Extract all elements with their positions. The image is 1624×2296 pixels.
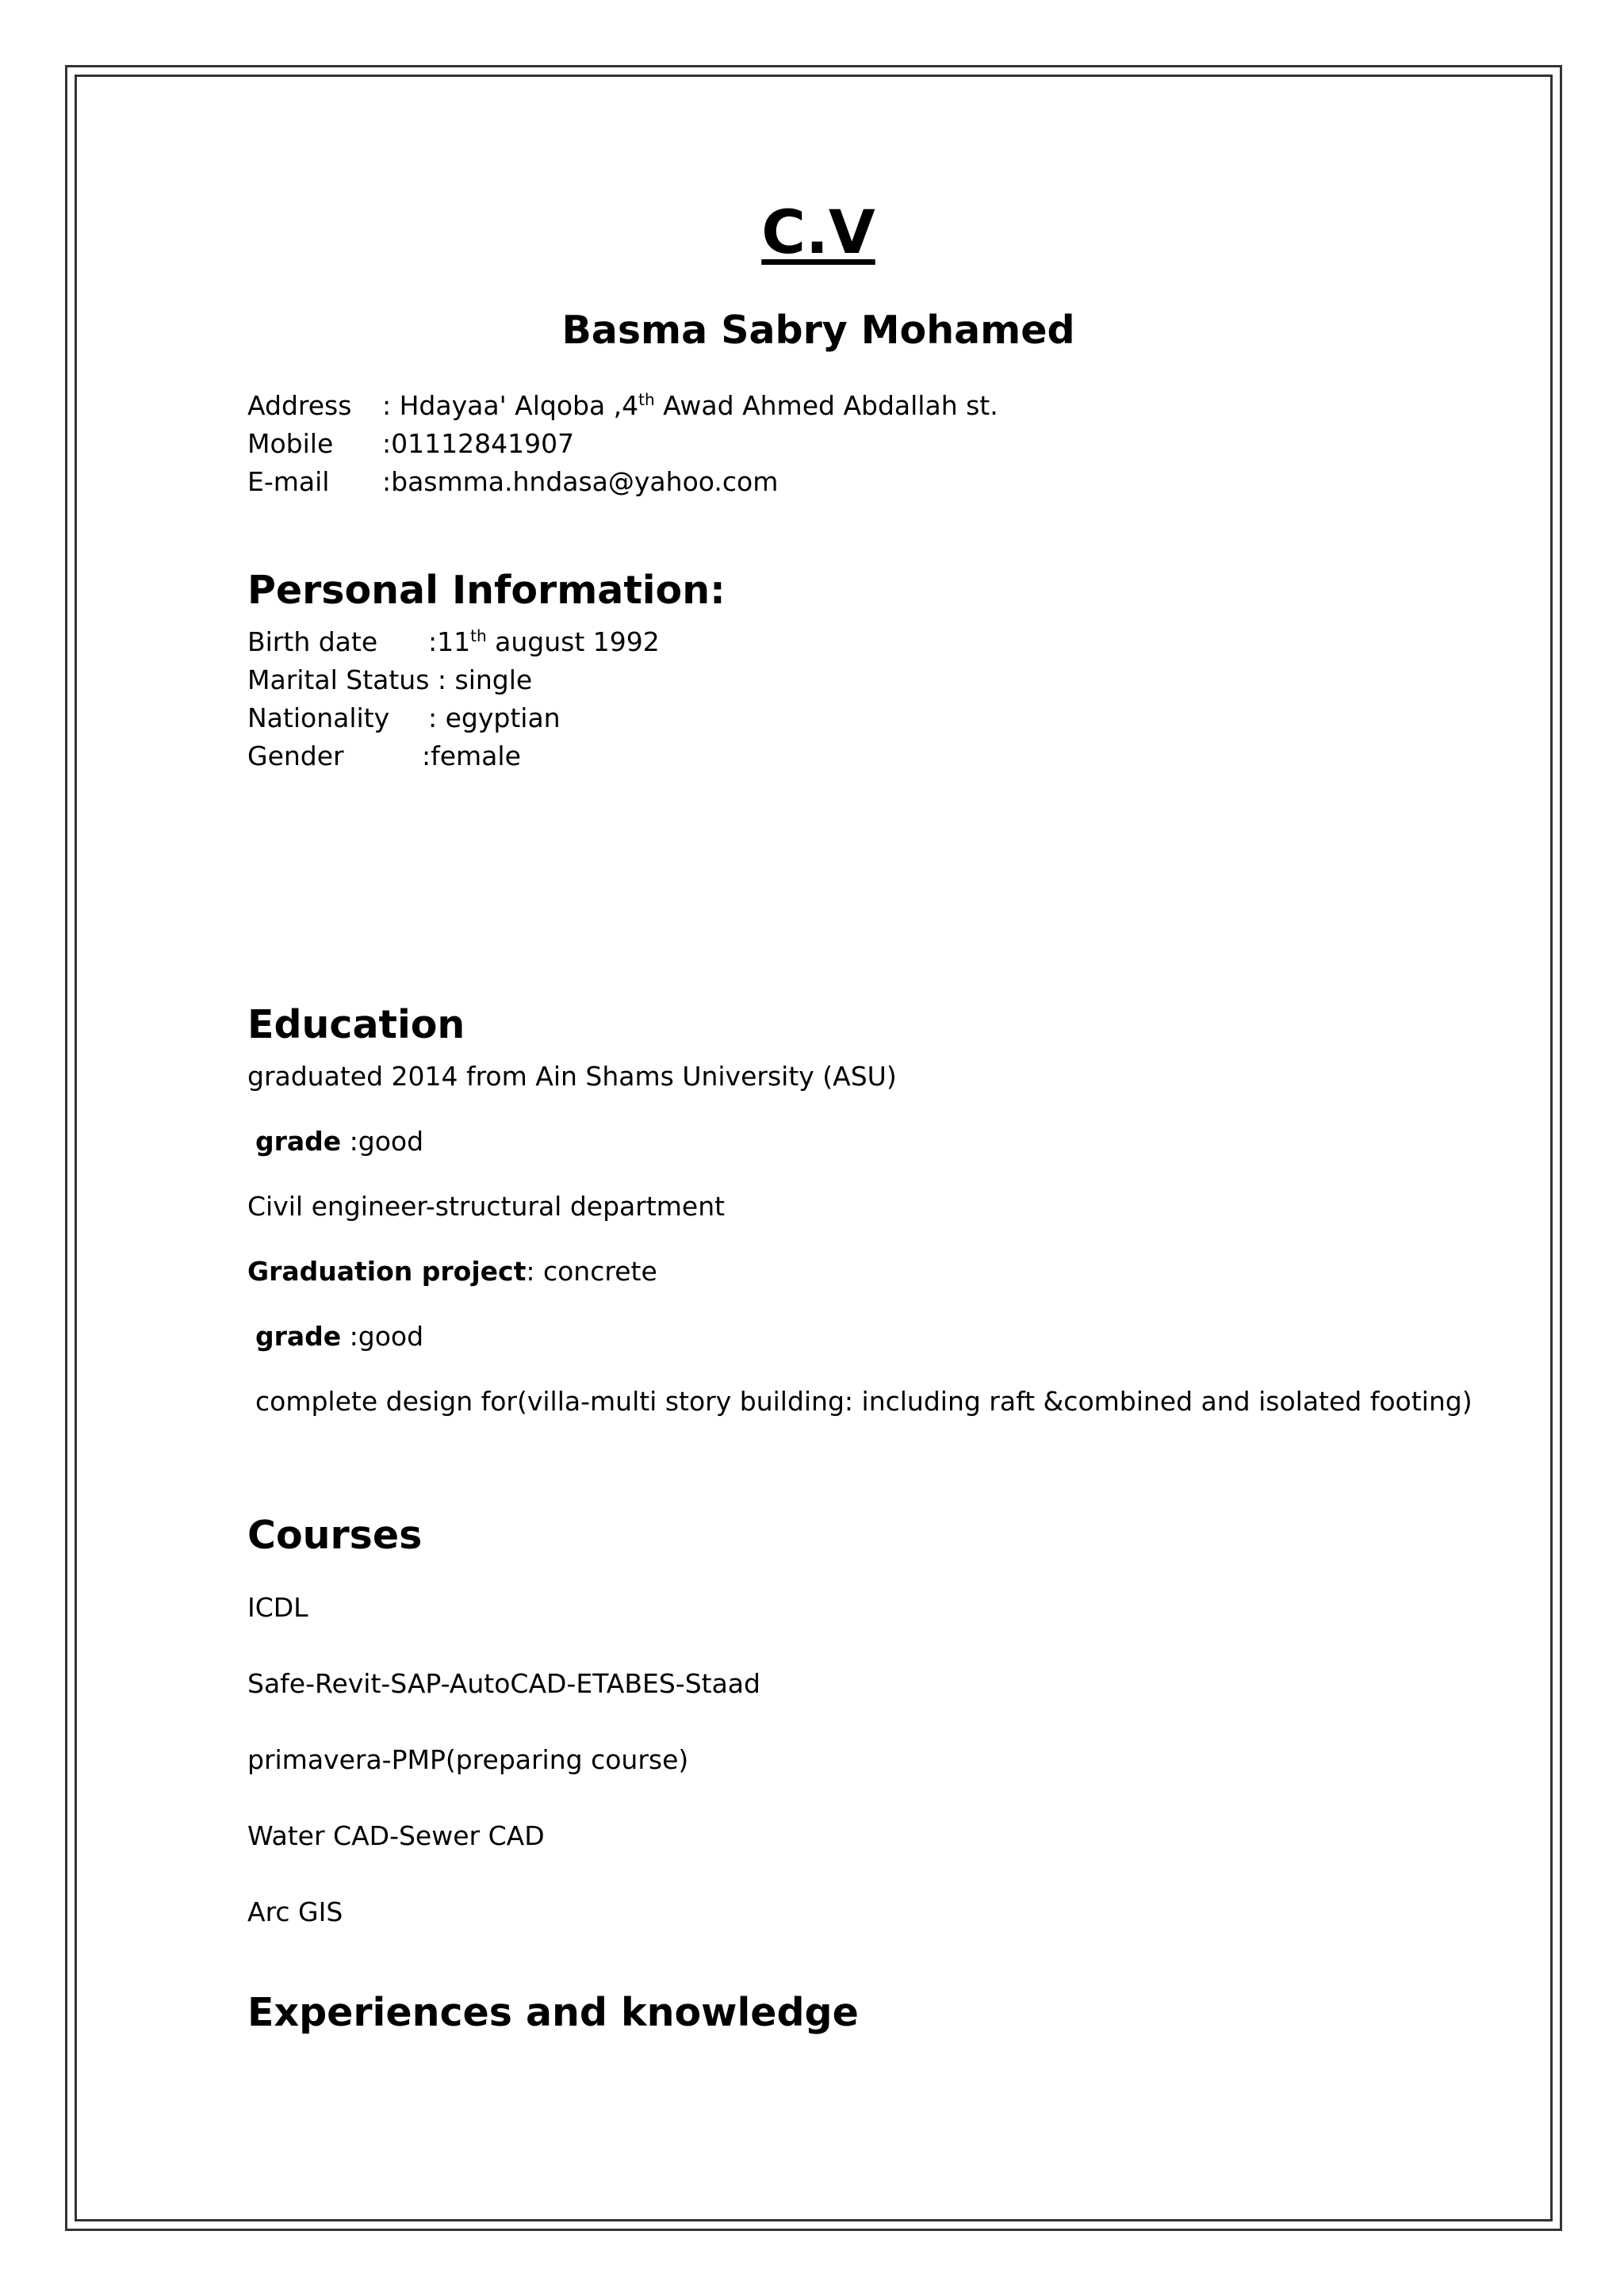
- birth-date-value: :11th august 1992: [428, 626, 660, 657]
- address-label: Address: [247, 390, 352, 421]
- mobile-value: :01112841907: [382, 428, 575, 459]
- education-graduated: graduated 2014 from Ain Shams University (ASU): [247, 1061, 897, 1092]
- gender-value: :female: [422, 740, 521, 771]
- course-item: Safe-Revit-SAP-AutoCAD-ETABES-Staad: [247, 1668, 760, 1699]
- nationality-row: [247, 699, 660, 737]
- birth-date-row: [247, 623, 660, 661]
- address-row: [247, 387, 998, 425]
- document-title: C.V: [761, 197, 875, 267]
- address-value: : Hdayaa' Alqoba ,4th Awad Ahmed Abdallah st.: [382, 390, 998, 421]
- personal-info-block: [247, 623, 660, 775]
- gender-label: Gender: [247, 740, 344, 771]
- email-row: [247, 463, 998, 501]
- education-design: complete design for(villa-multi story building: including raft &combined and isolated footing): [255, 1386, 1473, 1417]
- education-project-grade: grade :good: [255, 1321, 424, 1352]
- email-label: E-mail: [247, 466, 330, 497]
- mobile-row: [247, 425, 998, 463]
- mobile-label: Mobile: [247, 428, 334, 459]
- course-item: Water CAD-Sewer CAD: [247, 1820, 545, 1851]
- contact-block: [247, 387, 998, 501]
- marital-status-value: : single: [437, 664, 533, 695]
- nationality-label: Nationality: [247, 702, 390, 733]
- person-name: Basma Sabry Mohamed: [561, 308, 1075, 353]
- education-heading: Education: [247, 1002, 465, 1047]
- course-item: ICDL: [247, 1592, 308, 1623]
- course-item: Arc GIS: [247, 1896, 343, 1927]
- experience-heading: Experiences and knowledge: [247, 1990, 859, 2035]
- education-department: Civil engineer-structural department: [247, 1191, 726, 1222]
- personal-info-heading: Personal Information:: [247, 568, 726, 613]
- email-value: :basmma.hndasa@yahoo.com: [382, 466, 779, 497]
- education-grade: grade :good: [255, 1126, 424, 1157]
- nationality-value: : egyptian: [428, 702, 561, 733]
- marital-status-row: [247, 661, 660, 699]
- course-item: primavera-PMP(preparing course): [247, 1744, 689, 1775]
- birth-date-label: Birth date: [247, 626, 378, 657]
- courses-heading: Courses: [247, 1513, 423, 1558]
- marital-status-label: Marital Status: [247, 664, 430, 695]
- gender-row: [247, 737, 660, 775]
- education-project: Graduation project: concrete: [247, 1256, 657, 1287]
